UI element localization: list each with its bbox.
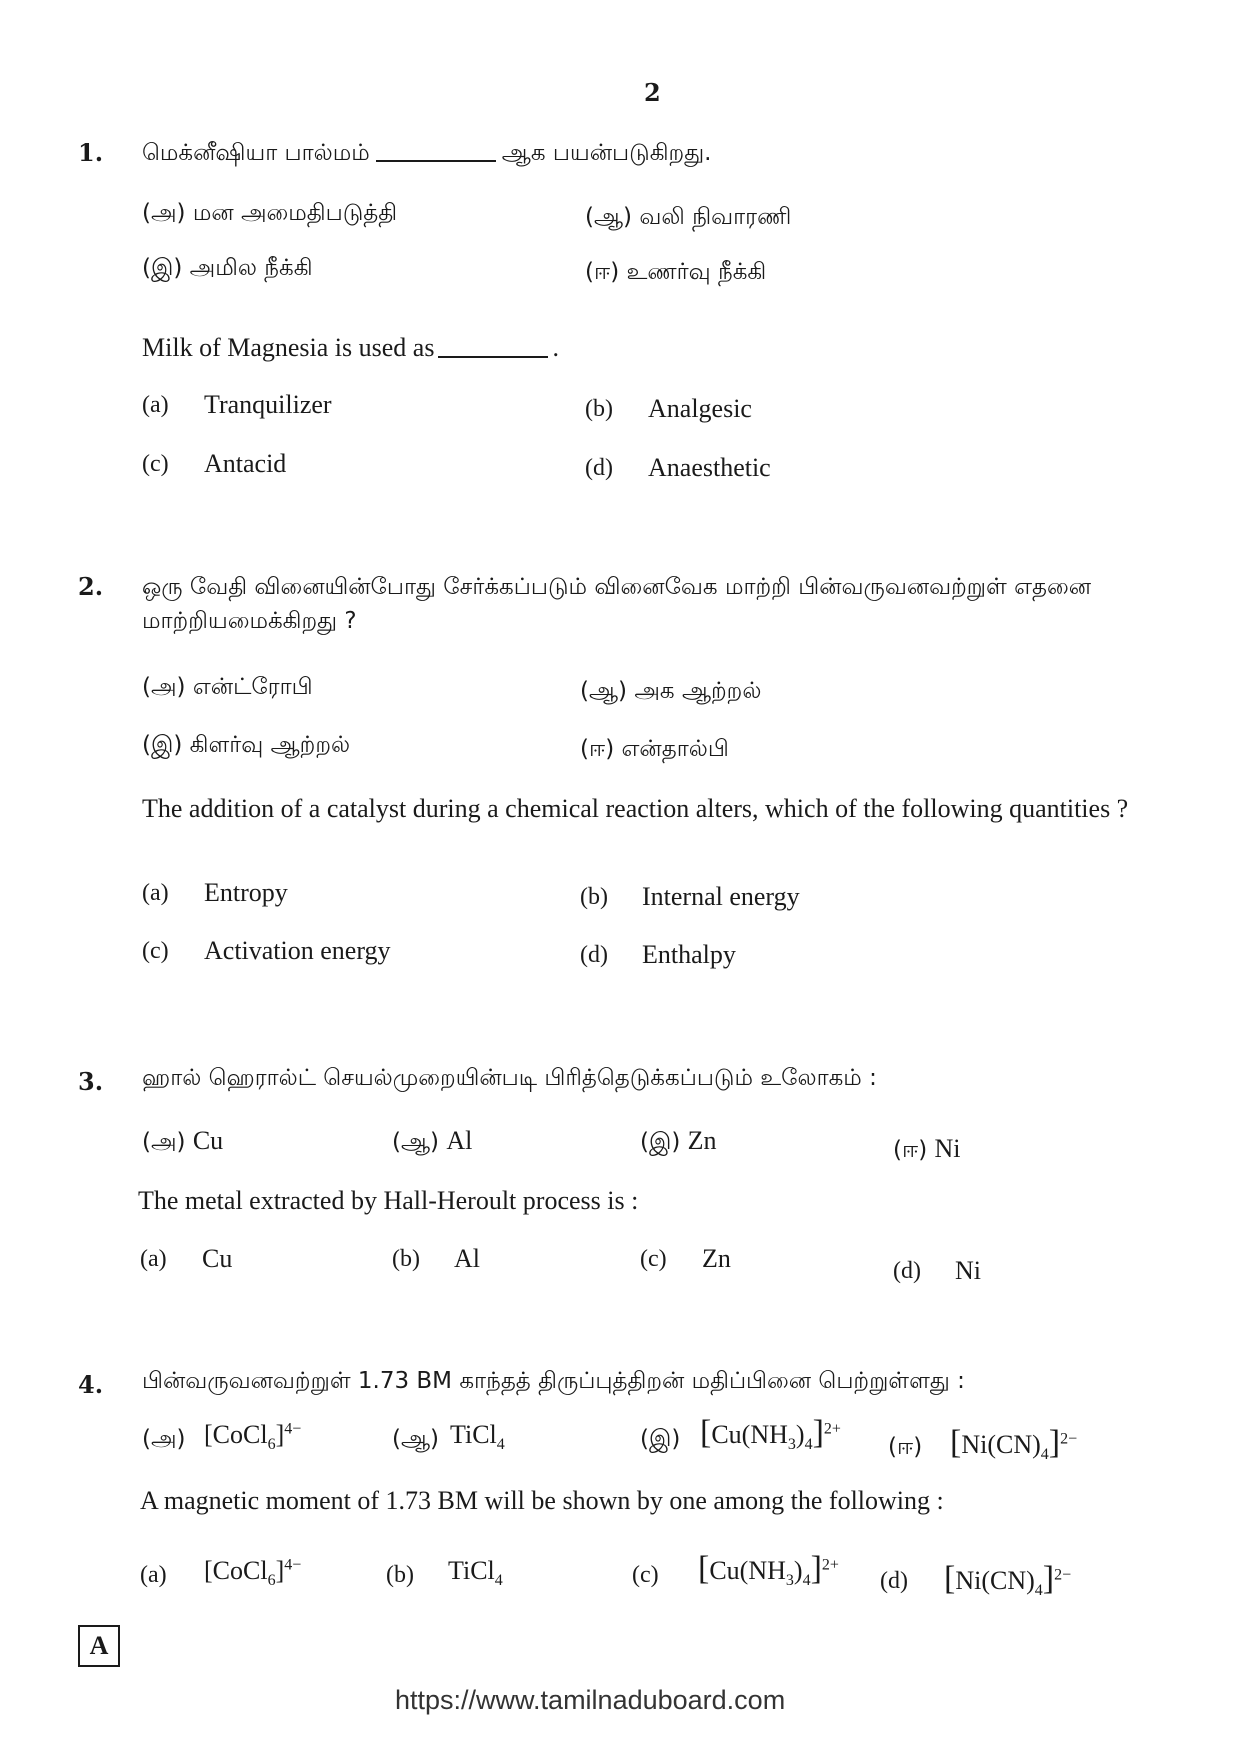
option-tamil: (ஈ) என்தால்பி <box>580 736 729 762</box>
option-label: (c) <box>142 938 169 964</box>
option-tamil: (ஈ) Ni <box>893 1134 961 1163</box>
option-label: (c) <box>142 451 169 477</box>
option-text: Antacid <box>204 449 287 478</box>
option-label: (a) <box>140 1246 167 1272</box>
footer-url[interactable]: https://www.tamilnaduboard.com <box>395 1685 786 1715</box>
question-tamil-text: மெக்னீஷியா பால்மம் ஆக பயன்படுகிறது. <box>142 140 712 166</box>
option-label: (d) <box>893 1258 921 1284</box>
question-tamil-text: பின்வருவனவற்றுள் 1.73 BM காந்தத் திருப்புத்திறன் மதிப்பினை பெற்றுள்ளது : <box>142 1368 965 1394</box>
question-number: 1. <box>78 138 104 167</box>
option-tamil: (ஆ) Al <box>392 1126 473 1155</box>
option-tamil: (ஆ) அக ஆற்றல் <box>580 678 762 704</box>
option-label: (அ) <box>142 1426 186 1452</box>
option-label: (d) <box>585 455 613 481</box>
option-text: Zn <box>702 1244 731 1273</box>
question-tamil-text: ஒரு வேதி வினையின்போது சேர்க்கப்படும் வினைவேக மாற்றி பின்வருவனவற்றுள் எதனை மாற்றியமைக்கிறது ? <box>142 574 1092 634</box>
option-tamil: (அ) மன அமைதிபடுத்தி <box>142 200 398 226</box>
option-tamil: (இ) கிளர்வு ஆற்றல் <box>142 732 351 758</box>
option-tamil: (அ) Cu <box>142 1126 224 1155</box>
formula-ticl4: TiCl$_4$ <box>448 1556 503 1590</box>
formula-cocl6: [CoCl$_6$]$^{4-}$ <box>204 1556 302 1590</box>
question-number: 2. <box>78 572 104 601</box>
formula-ni-cn-4: $[Ni(CN)_4]^{2-}$ <box>950 1424 1078 1464</box>
option-label: (a) <box>140 1562 167 1588</box>
option-label: (d) <box>580 942 608 968</box>
option-tamil: (இ) Zn <box>640 1126 717 1155</box>
option-label: (b) <box>392 1246 420 1272</box>
option-tamil: (ஆ) வலி நிவாரணி <box>585 204 792 230</box>
option-text: Activation energy <box>204 936 391 965</box>
option-label: (ஆ) <box>392 1426 440 1452</box>
question-tamil-text: ஹால் ஹெரால்ட் செயல்முறையின்படி பிரித்தெடுக்கப்படும் உலோகம் : <box>142 1065 877 1091</box>
option-label: (a) <box>142 880 169 906</box>
formula-cu-nh3-4: $[Cu(NH_3)_4]^{2+}$ <box>698 1550 839 1590</box>
option-tamil: (அ) என்ட்ரோபி <box>142 674 313 700</box>
question-english-text: The addition of a catalyst during a chemical reaction alters, which of the following quantities ? <box>142 794 1129 823</box>
question-english-text: A magnetic moment of 1.73 BM will be shown by one among the following : <box>140 1486 944 1515</box>
question-english-text: The metal extracted by Hall-Heroult process is : <box>138 1186 639 1215</box>
answer-blank <box>376 160 496 162</box>
booklet-series-box: A <box>78 1625 120 1667</box>
formula-ticl4: TiCl$_4$ <box>450 1420 505 1454</box>
option-label: (ஈ) <box>888 1434 923 1460</box>
option-text: Ni <box>955 1256 981 1285</box>
formula-cocl6: [CoCl$_6$]$^{4-}$ <box>204 1420 302 1454</box>
option-label: (d) <box>880 1568 908 1594</box>
option-text: Tranquilizer <box>204 390 332 419</box>
question-english-text: Milk of Magnesia is used as . <box>142 333 559 362</box>
page-number: 2 <box>644 78 661 107</box>
answer-blank <box>438 356 548 358</box>
option-label: (இ) <box>640 1426 681 1452</box>
option-text: Enthalpy <box>642 940 736 969</box>
formula-cu-nh3-4: $[Cu(NH_3)_4]^{2+}$ <box>700 1414 841 1454</box>
option-label: (b) <box>580 884 608 910</box>
option-text: Internal energy <box>642 882 800 911</box>
option-label: (b) <box>386 1562 414 1588</box>
option-text: Cu <box>202 1244 233 1273</box>
question-number: 4. <box>78 1370 104 1399</box>
option-label: (b) <box>585 396 613 422</box>
option-label: (c) <box>632 1562 659 1588</box>
option-label: (c) <box>640 1246 667 1272</box>
option-text: Al <box>454 1244 480 1273</box>
option-text: Analgesic <box>648 394 752 423</box>
formula-ni-cn-4: $[Ni(CN)_4]^{2-}$ <box>944 1560 1072 1600</box>
option-text: Entropy <box>204 878 288 907</box>
question-number: 3. <box>78 1067 104 1096</box>
option-tamil: (இ) அமில நீக்கி <box>142 255 313 281</box>
option-label: (a) <box>142 392 169 418</box>
option-tamil: (ஈ) உணர்வு நீக்கி <box>585 259 767 285</box>
option-text: Anaesthetic <box>648 453 771 482</box>
